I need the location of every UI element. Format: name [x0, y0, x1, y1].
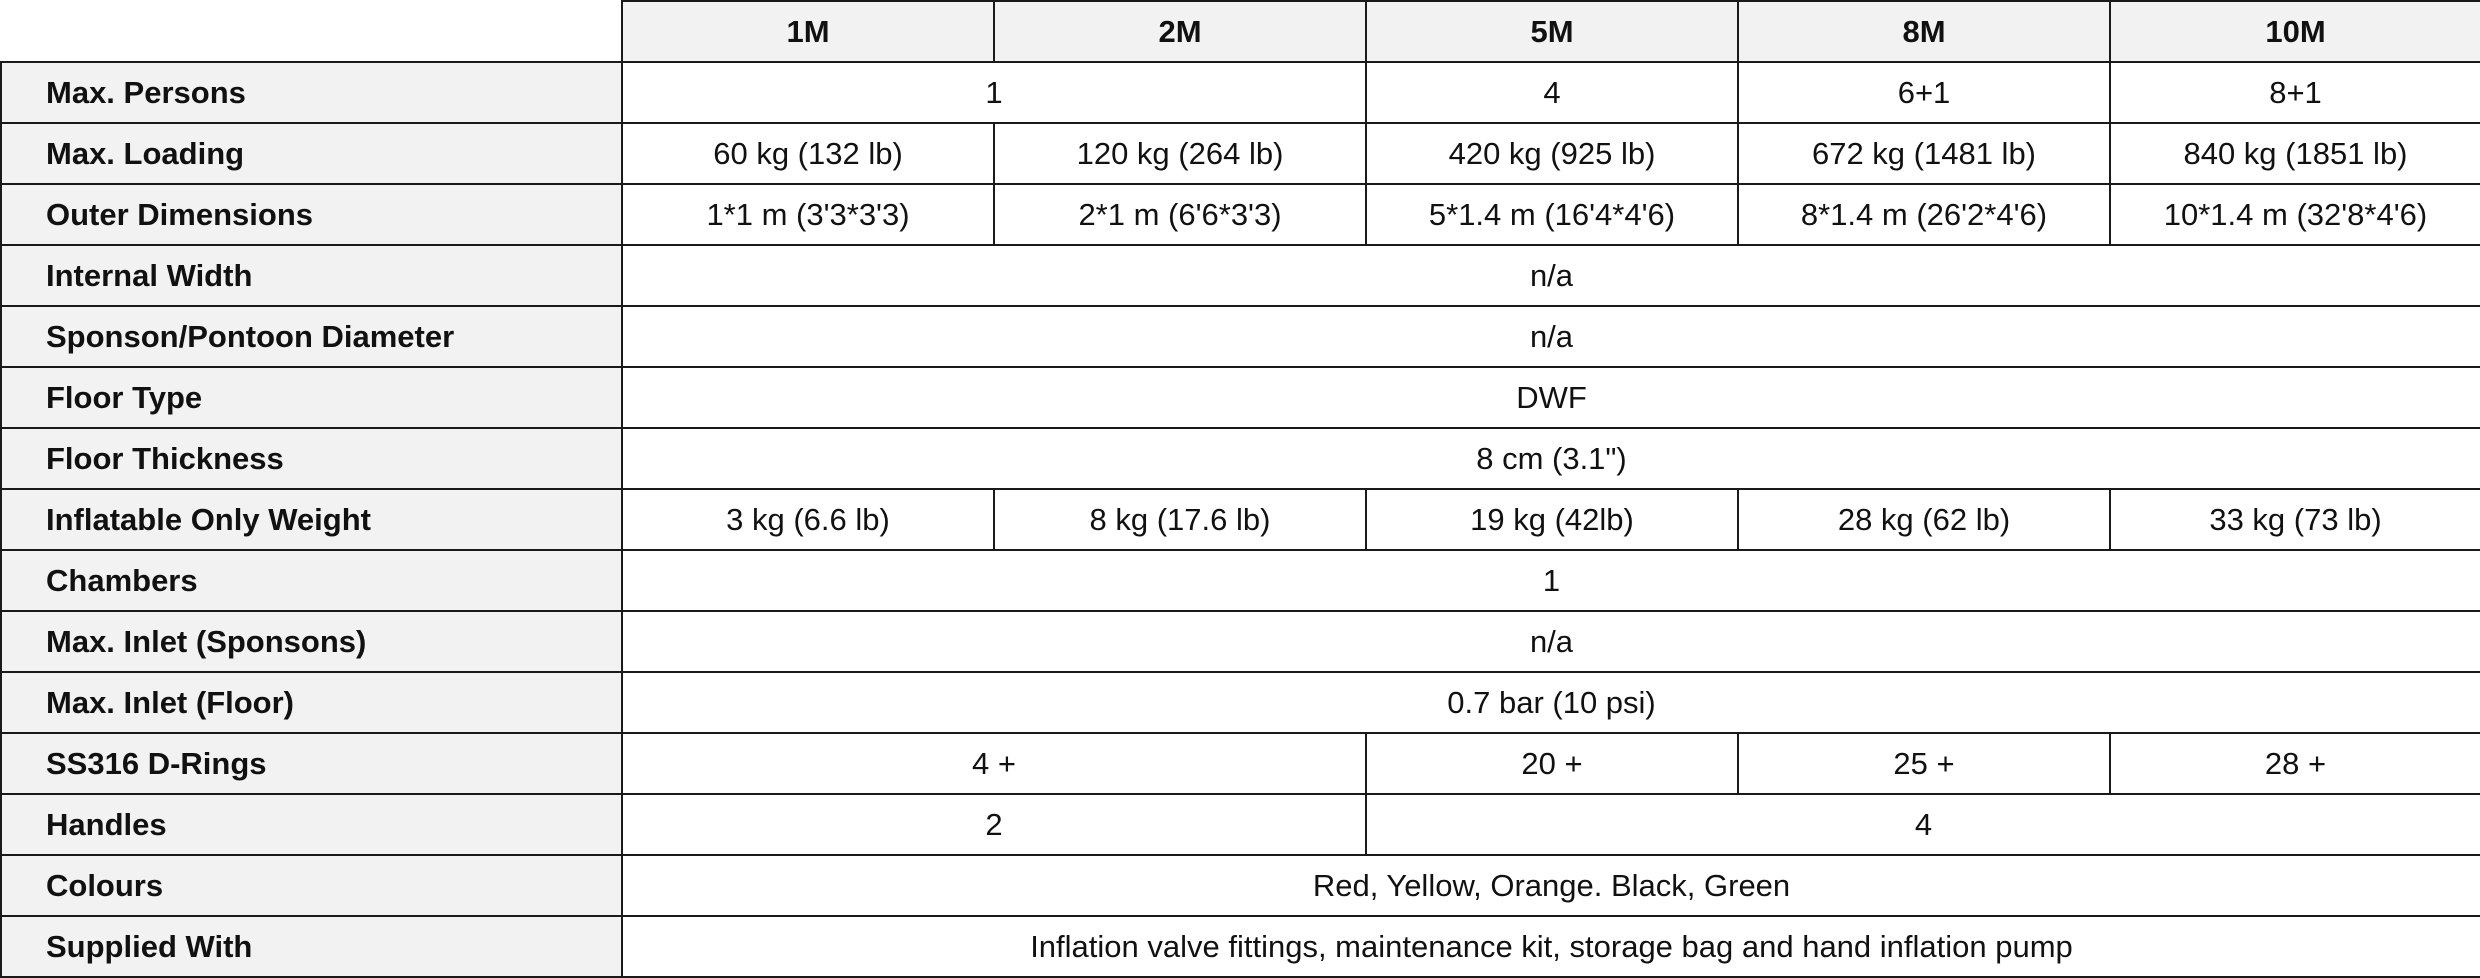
table-row-handles	[1, 794, 2480, 855]
row-label: Floor Thickness	[1, 428, 622, 489]
row-label: Max. Inlet (Floor)	[1, 672, 622, 733]
value-cell: 5*1.4 m (16'4*4'6)	[1366, 184, 1738, 245]
row-label: Chambers	[1, 550, 622, 611]
value-cell: 60 kg (132 lb)	[622, 123, 994, 184]
value-cell: 1	[622, 62, 1366, 123]
value-cell: 6+1	[1738, 62, 2110, 123]
value-cell: 25 +	[1738, 733, 2110, 794]
row-label: Floor Type	[1, 367, 622, 428]
value-cell: 28 kg (62 lb)	[1738, 489, 2110, 550]
value-cell: 20 +	[1366, 733, 1738, 794]
table-row-floor-type	[1, 367, 2480, 428]
table-row-colours	[1, 855, 2480, 916]
header-row	[1, 1, 2480, 62]
column-header-1m: 1M	[622, 1, 994, 62]
value-cell: 4 +	[622, 733, 1366, 794]
row-label: Inflatable Only Weight	[1, 489, 622, 550]
row-label: Max. Loading	[1, 123, 622, 184]
row-label: Handles	[1, 794, 622, 855]
value-cell: 2	[622, 794, 1366, 855]
table-row-supplied-with	[1, 916, 2480, 977]
value-cell: 420 kg (925 lb)	[1366, 123, 1738, 184]
value-cell: 1*1 m (3'3*3'3)	[622, 184, 994, 245]
row-label: Colours	[1, 855, 622, 916]
table-row-max-inlet-floor	[1, 672, 2480, 733]
value-cell: n/a	[622, 306, 2480, 367]
column-header-8m: 8M	[1738, 1, 2110, 62]
row-label: Supplied With	[1, 916, 622, 977]
table-row-max-loading	[1, 123, 2480, 184]
value-cell: n/a	[622, 611, 2480, 672]
row-label: Sponson/Pontoon Diameter	[1, 306, 622, 367]
value-cell: Inflation valve fittings, maintenance kit, storage bag and hand inflation pump	[622, 916, 2480, 977]
value-cell: 33 kg (73 lb)	[2110, 489, 2480, 550]
table-row-inflatable-weight	[1, 489, 2480, 550]
value-cell: n/a	[622, 245, 2480, 306]
value-cell: 4	[1366, 794, 2480, 855]
row-label: Max. Inlet (Sponsons)	[1, 611, 622, 672]
value-cell: 840 kg (1851 lb)	[2110, 123, 2480, 184]
value-cell: 10*1.4 m (32'8*4'6)	[2110, 184, 2480, 245]
value-cell: 3 kg (6.6 lb)	[622, 489, 994, 550]
table-row-sponson-diameter	[1, 306, 2480, 367]
column-header-10m: 10M	[2110, 1, 2480, 62]
corner-cell	[1, 1, 622, 62]
table-row-floor-thickness	[1, 428, 2480, 489]
column-header-2m: 2M	[994, 1, 1366, 62]
value-cell: 2*1 m (6'6*3'3)	[994, 184, 1366, 245]
value-cell: 4	[1366, 62, 1738, 123]
value-cell: 28 +	[2110, 733, 2480, 794]
value-cell: Red, Yellow, Orange. Black, Green	[622, 855, 2480, 916]
table-row-max-inlet-sponsons	[1, 611, 2480, 672]
table-row-outer-dimensions	[1, 184, 2480, 245]
value-cell: 0.7 bar (10 psi)	[622, 672, 2480, 733]
value-cell: 672 kg (1481 lb)	[1738, 123, 2110, 184]
table-row-d-rings	[1, 733, 2480, 794]
value-cell: 19 kg (42lb)	[1366, 489, 1738, 550]
value-cell: 1	[622, 550, 2480, 611]
row-label: Max. Persons	[1, 62, 622, 123]
row-label: Outer Dimensions	[1, 184, 622, 245]
row-label: Internal Width	[1, 245, 622, 306]
column-header-5m: 5M	[1366, 1, 1738, 62]
table-row-max-persons	[1, 62, 2480, 123]
value-cell: DWF	[622, 367, 2480, 428]
value-cell: 8*1.4 m (26'2*4'6)	[1738, 184, 2110, 245]
value-cell: 8 kg (17.6 lb)	[994, 489, 1366, 550]
value-cell: 8+1	[2110, 62, 2480, 123]
value-cell: 120 kg (264 lb)	[994, 123, 1366, 184]
table-row-internal-width	[1, 245, 2480, 306]
value-cell: 8 cm (3.1")	[622, 428, 2480, 489]
table-row-chambers	[1, 550, 2480, 611]
row-label: SS316 D-Rings	[1, 733, 622, 794]
